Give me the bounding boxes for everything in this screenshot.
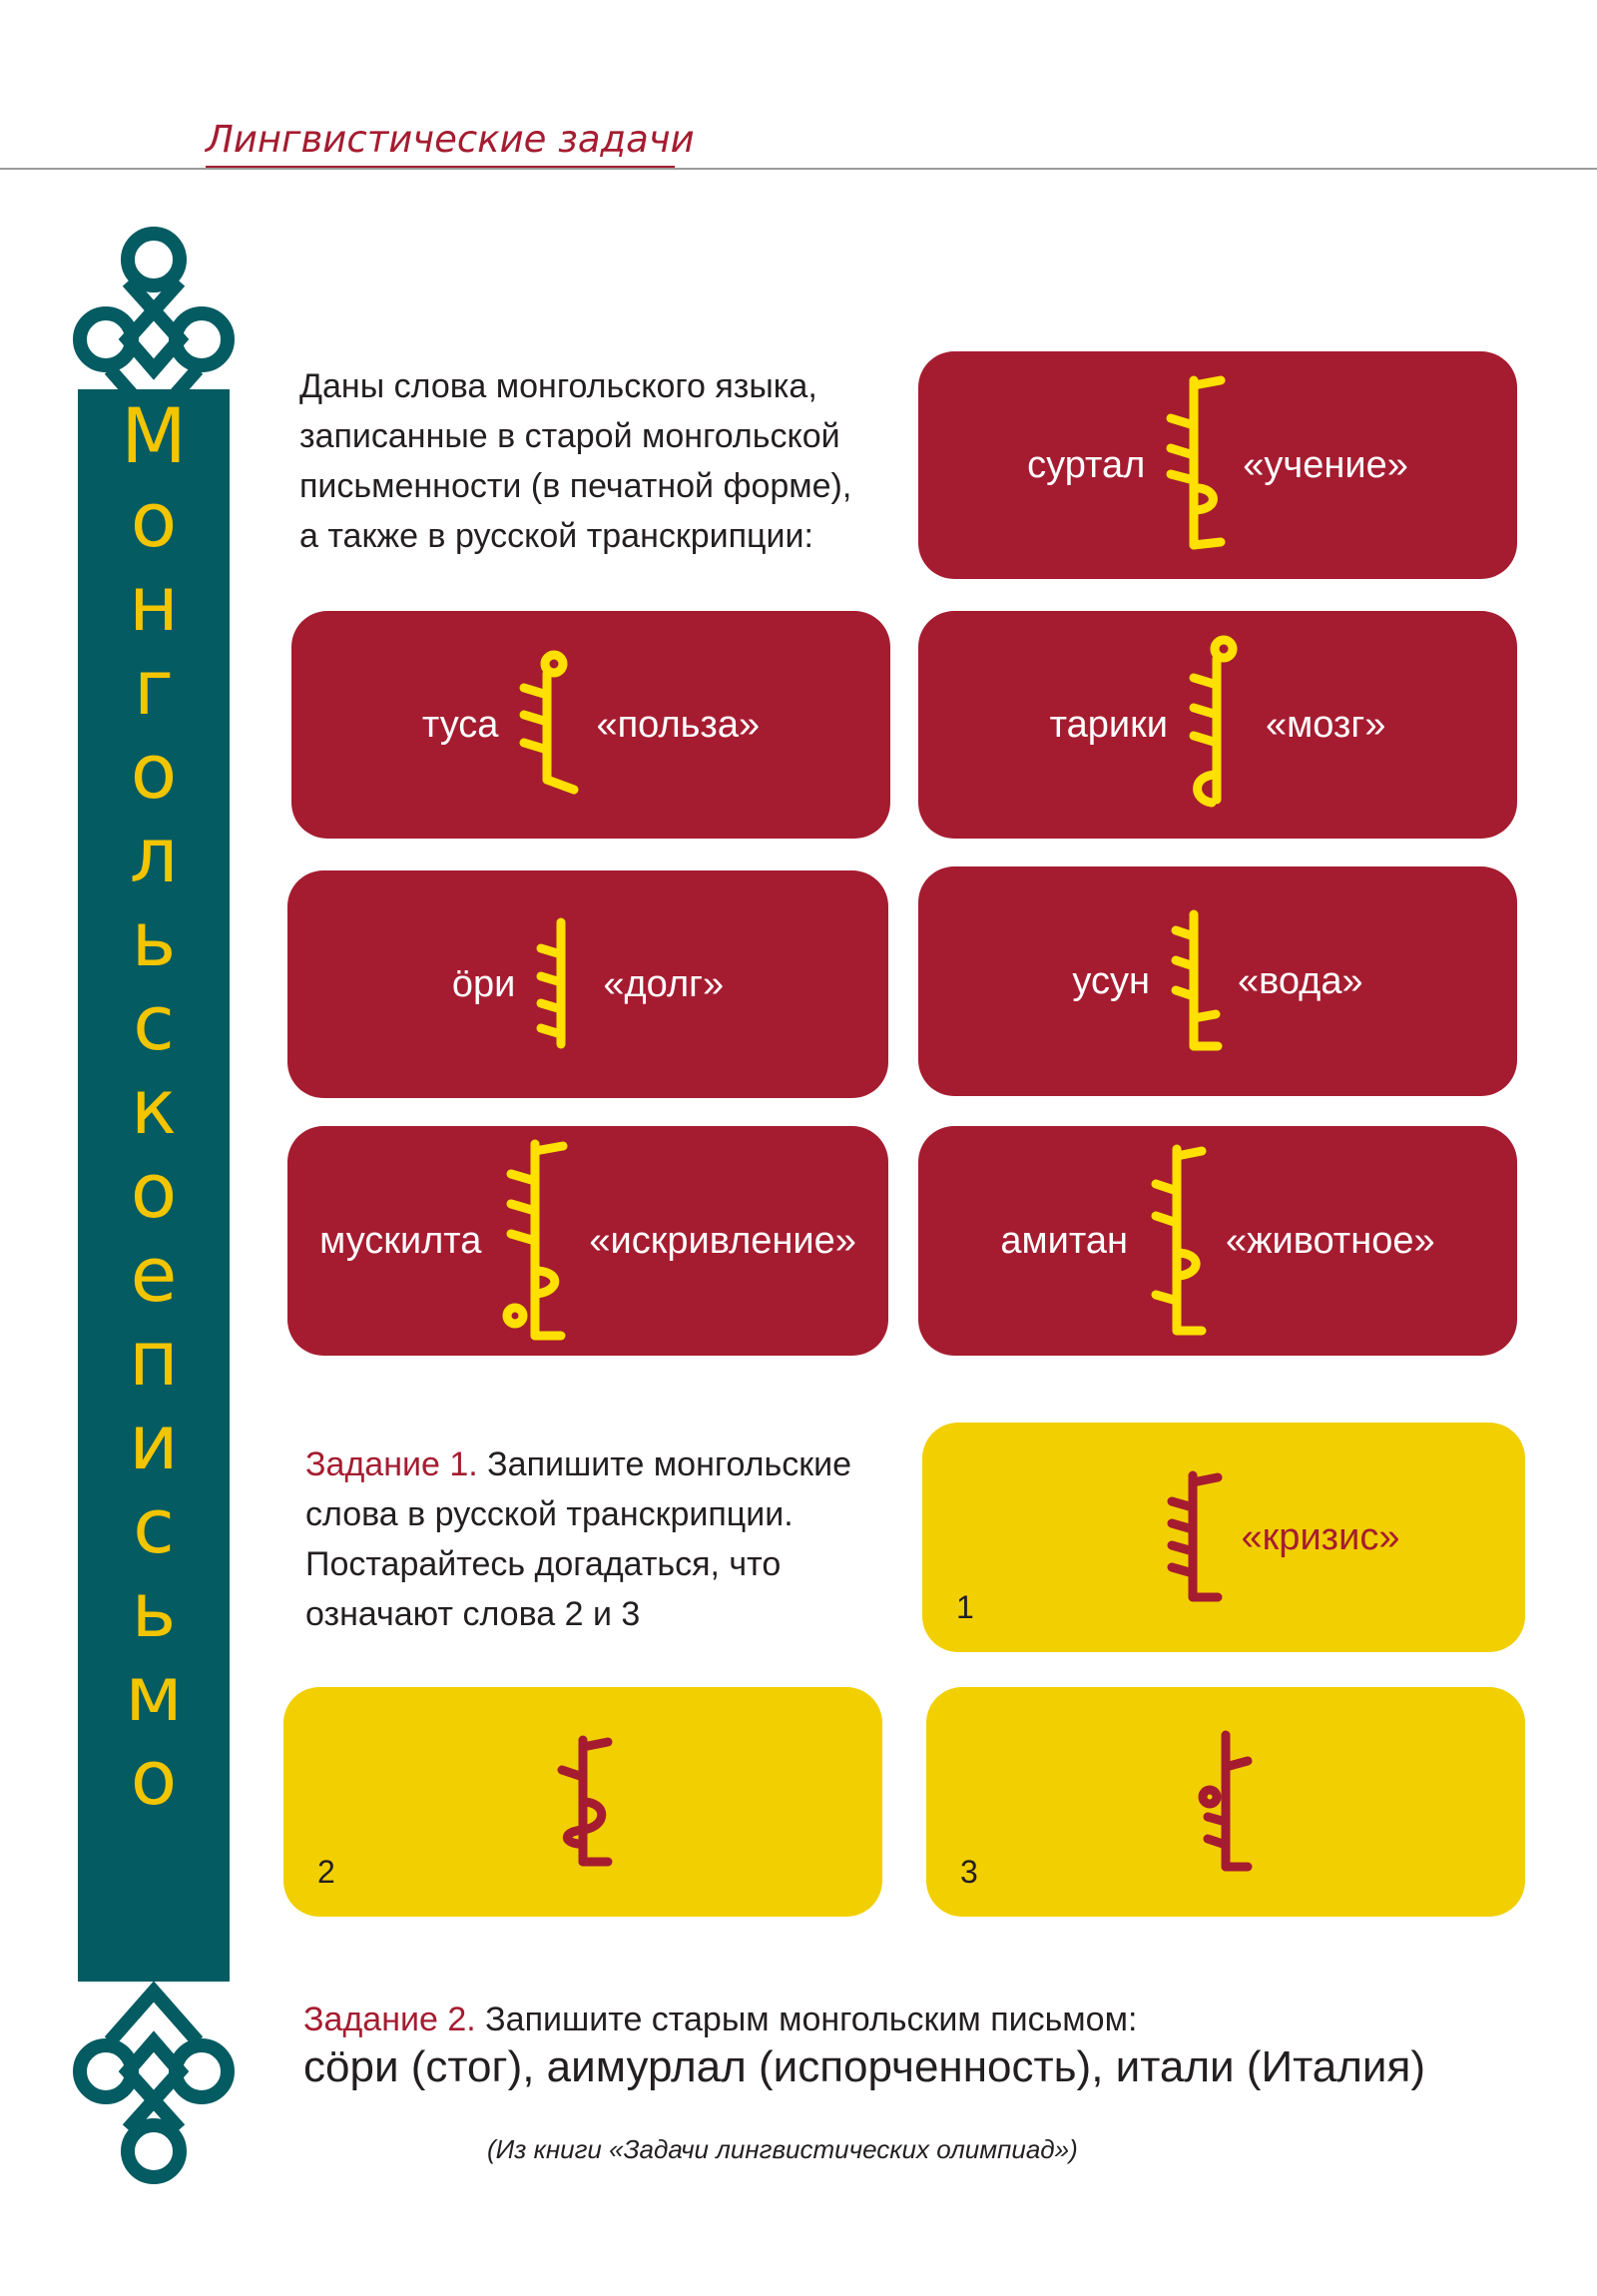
word-meaning: «кризис» [1241, 1515, 1400, 1558]
word-meaning: «польза» [596, 703, 761, 746]
example-card [918, 351, 1517, 579]
task1-text: Задание 1. Запишите монгольские слова в русской транскрипции. Постарайтесь догадаться, что означают слова 2 и 3 [305, 1445, 852, 1633]
word-meaning: «долг» [603, 962, 725, 1005]
word-transcription: туса [421, 703, 499, 746]
mongolian-word-glyph-icon [529, 914, 589, 1054]
mongolian-word-glyph-icon [548, 1732, 618, 1872]
mongolian-word-glyph-icon [495, 1136, 575, 1346]
banner-title: М о н г о л ь с к о е п и с ь м о [121, 391, 187, 1822]
word-transcription: öри [451, 962, 516, 1005]
word-transcription: усун [1072, 959, 1150, 1002]
word-transcription: амитан [1000, 1219, 1128, 1262]
example-card [287, 870, 888, 1098]
task-item-card-2 [283, 1687, 882, 1917]
mongolian-word-glyph-icon [1159, 370, 1229, 560]
word-meaning: «учение» [1243, 443, 1408, 486]
word-meaning: «искривление» [589, 1219, 856, 1262]
mongolian-word-glyph-icon [1196, 1727, 1256, 1877]
example-card [918, 866, 1517, 1096]
example-card [918, 1126, 1517, 1356]
title-banner [70, 220, 238, 2146]
task-item-card-1 [922, 1423, 1525, 1652]
intro-text: Даны слова монгольского языка, записанные в старой монгольской письменности (в печатной форме), а также в русской транскрипции: [299, 367, 852, 555]
item-number: 2 [317, 1854, 335, 1890]
source-citation: (Из книги «Задачи лингвистических олимпиад») [487, 2134, 1078, 2164]
header-divider [0, 168, 1597, 170]
mongolian-word-glyph-icon [512, 650, 582, 800]
example-card [918, 611, 1517, 839]
endless-knot-icon [70, 1962, 238, 2191]
mongolian-word-glyph-icon [1142, 1141, 1212, 1341]
word-meaning: «вода» [1237, 959, 1363, 1002]
example-card [291, 611, 890, 839]
word-meaning: «животное» [1225, 1219, 1435, 1262]
task2-label: Задание 2. [303, 2001, 476, 2038]
mongolian-word-glyph-icon [1158, 1467, 1228, 1607]
item-number: 3 [960, 1854, 978, 1890]
task2-words: сöри (стог), аимурлал (испорченность), итали (Италия) [303, 2042, 1425, 2091]
word-meaning: «мозг» [1265, 703, 1386, 746]
example-card [287, 1126, 888, 1356]
mongolian-word-glyph-icon [1182, 635, 1252, 815]
word-transcription: суртал [1027, 443, 1146, 486]
mongolian-word-glyph-icon [1164, 906, 1224, 1056]
word-transcription: тарики [1049, 703, 1168, 746]
word-transcription: мускилта [319, 1219, 482, 1262]
task-item-card-3 [926, 1687, 1525, 1917]
task2-text: Задание 2. Запишите старым монгольским письмом: [303, 2001, 1138, 2038]
task1-label: Задание 1. [305, 1445, 478, 1483]
item-number: 1 [956, 1589, 974, 1625]
section-title: Лингвистические задачи [206, 118, 695, 161]
